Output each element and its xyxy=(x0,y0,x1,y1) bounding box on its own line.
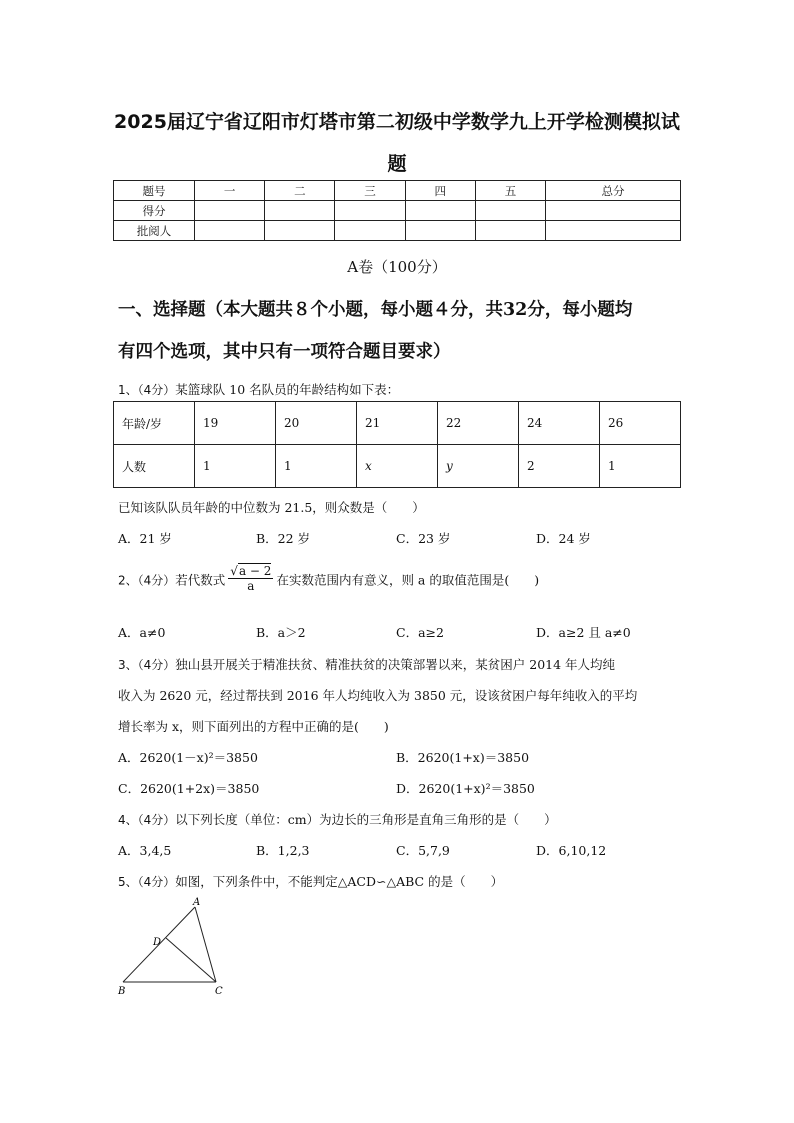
section-heading-line2: 有四个选项，其中只有一项符合题目要求） xyxy=(118,342,451,362)
score-cell xyxy=(265,201,335,221)
q3-option-b: B．2620(1+x)＝3850 xyxy=(396,750,530,765)
score-header-cell: 四 xyxy=(405,181,475,201)
question-2 xyxy=(118,566,539,596)
q1-option-d: D．24 岁 xyxy=(536,531,591,546)
q1-option-c: C．23 岁 xyxy=(396,531,451,546)
q4-option-d: D．6,10,12 xyxy=(536,843,607,858)
doc-title-line2: 题 xyxy=(387,153,407,175)
q3-option-d: D．2620(1+x)²＝3850 xyxy=(396,781,535,796)
score-cell xyxy=(265,221,335,241)
age-cell: 1 xyxy=(276,445,357,488)
score-cell xyxy=(195,221,265,241)
q4-option-a: A．3,4,5 xyxy=(118,843,172,858)
score-header-cell: 一 xyxy=(195,181,265,201)
a-juan-heading: A卷（100分） xyxy=(347,258,447,276)
score-header-cell: 五 xyxy=(475,181,545,201)
question-number: 2、（4分） xyxy=(118,573,176,588)
question-text: 某篮球队 10 名队员的年龄结构如下表： xyxy=(175,382,400,397)
question-text: 独山县开展关于精准扶贫、精准扶贫的决策部署以来，某贫困户 2014 年人均纯 xyxy=(175,657,616,672)
score-cell xyxy=(405,201,475,221)
q4-option-b: B．1,2,3 xyxy=(256,843,310,858)
triangle-figure xyxy=(112,894,232,1000)
score-cell xyxy=(475,221,545,241)
age-cell: 2 xyxy=(519,445,600,488)
age-cell: 1 xyxy=(600,445,681,488)
score-header-cell: 题号 xyxy=(114,181,195,201)
age-cell: 21 xyxy=(357,402,438,445)
score-cell xyxy=(405,221,475,241)
question-text-pre: 若代数式 xyxy=(175,572,226,588)
score-header-cell: 三 xyxy=(335,181,405,201)
age-cell: 24 xyxy=(519,402,600,445)
fraction-denominator: a xyxy=(247,579,255,593)
age-cell: 22 xyxy=(438,402,519,445)
fraction-numerator: a − 2 xyxy=(238,564,272,578)
q2-option-a: A．a≠0 xyxy=(118,625,166,640)
q3-option-c: C．2620(1+2x)＝3850 xyxy=(118,781,260,796)
variable-x: x xyxy=(365,459,372,473)
question-3-line1 xyxy=(118,655,615,673)
q2-option-d: D．a≥2 且 a≠0 xyxy=(536,625,631,640)
age-cell: 年龄/岁 xyxy=(114,402,195,445)
section-heading-line1: 一、选择题（本大题共８个小题，每小题４分，共32分，每小题均 xyxy=(118,300,633,320)
question-3-line3: 增长率为 x，则下面列出的方程中正确的是( ) xyxy=(118,719,389,734)
score-header-cell: 二 xyxy=(265,181,335,201)
score-cell xyxy=(475,201,545,221)
q2-option-c: C．a≥2 xyxy=(396,625,444,640)
age-cell: 人数 xyxy=(114,445,195,488)
question-1-stem: 已知该队队员年龄的中位数为 21.5，则众数是（ ） xyxy=(118,500,425,515)
score-cell xyxy=(546,221,681,241)
score-cell xyxy=(195,201,265,221)
age-cell xyxy=(438,445,519,488)
question-4 xyxy=(118,810,557,828)
label-c: C xyxy=(215,986,223,997)
question-text-post: 在实数范围内有意义，则 a 的取值范围是( ) xyxy=(276,572,540,588)
table-row xyxy=(114,445,681,488)
score-header-cell: 总分 xyxy=(546,181,681,201)
label-a: A xyxy=(193,897,201,908)
age-table xyxy=(113,401,681,488)
label-d: D xyxy=(153,937,162,948)
question-1 xyxy=(118,380,399,398)
question-number: 4、（4分） xyxy=(118,813,176,827)
table-row xyxy=(114,221,681,241)
question-3-line2: 收入为 2620 元，经过帮扶到 2016 年人均纯收入为 3850 元，设该贫困户每年纯收入的平均 xyxy=(118,688,638,703)
score-cell xyxy=(335,221,405,241)
age-cell: 19 xyxy=(195,402,276,445)
segment-dc xyxy=(166,938,216,982)
question-number: 5、（4分） xyxy=(118,875,176,889)
age-cell xyxy=(357,445,438,488)
q1-option-a: A．21 岁 xyxy=(118,531,172,546)
score-cell xyxy=(335,201,405,221)
question-number: 3、（4分） xyxy=(118,658,176,672)
score-row-label: 得分 xyxy=(114,201,195,221)
segment-ac xyxy=(195,907,216,982)
sqrt-icon: √ xyxy=(230,564,238,578)
table-row xyxy=(114,201,681,221)
q3-option-a: A．2620(1－x)²＝3850 xyxy=(118,750,258,765)
question-number: 1、（4分） xyxy=(118,383,176,397)
q1-option-b: B．22 岁 xyxy=(256,531,311,546)
age-cell: 1 xyxy=(195,445,276,488)
table-row xyxy=(114,402,681,445)
doc-title-line1: 2025届辽宁省辽阳市灯塔市第二初级中学数学九上开学检测模拟试 xyxy=(114,111,680,133)
q2-option-b: B．a＞2 xyxy=(256,625,306,640)
age-cell: 20 xyxy=(276,402,357,445)
age-cell: 26 xyxy=(600,402,681,445)
question-text: 以下列长度（单位：cm）为边长的三角形是直角三角形的是（ ） xyxy=(175,812,557,827)
score-table xyxy=(113,180,681,241)
fraction xyxy=(228,563,273,593)
label-b: B xyxy=(118,986,126,997)
question-text: 如图，下列条件中，不能判定△ACD∽△ABC 的是（ ） xyxy=(175,874,504,889)
score-row-label: 批阅人 xyxy=(114,221,195,241)
q4-option-c: C．5,7,9 xyxy=(396,843,450,858)
variable-y: y xyxy=(446,459,453,473)
table-row xyxy=(114,181,681,201)
score-cell xyxy=(546,201,681,221)
question-5 xyxy=(118,872,503,890)
